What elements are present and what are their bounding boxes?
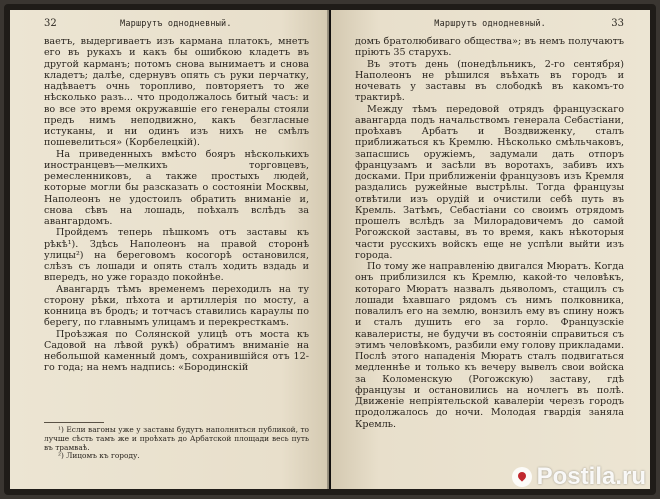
footnote: ¹) Если вагоны уже у заставы будутъ наполняться публикой, то лучше сѣсть тамъ же и проѣхать до Арбатской площади весь путь въ трамваѣ. [44,425,309,452]
paragraph: По тому же направленію двигался Мюратъ. Когда онъ приблизился къ Кремлю, какой-то человѣкъ, котораго Мюратъ назвалъ дьяволомъ, стащилъ съ лошади ѣхавшаго рядомъ съ нимъ полковника, повалилъ его на землю, вонзилъ ему въ спину ножъ и сталъ душить его за горло. Французскіе кавалеристы, не будучи въ состояніи справиться съ этимъ человѣкомъ, разбили ему голову прикладами. Послѣ этого нападенія Мюратъ сталъ подвигаться медленнѣе и только къ вечеру вывелъ свои войска за Коломенскую (Рогожскую) заставу, гдѣ французы и остановились на ночлегъ въ полѣ. Движеніе непріятельской кавалеріи черезъ городъ продолжалось до ночи. Молодая гвардія заняла Кремль. [355,261,624,430]
book-spread [4,4,656,495]
paragraph: Пройдемъ теперь пѣшкомъ отъ заставы къ рѣкѣ¹). Здѣсь Наполеонъ на правой сторонѣ улицы²) на береговомъ косогорѣ остановился, слѣзъ съ лошади и опять сталъ ходить вздадь и впередъ, но уже гораздо покойнѣе. [44,227,309,284]
paragraph: Авангардъ тѣмъ временемъ переходилъ на ту сторону рѣки, пѣхота и артиллерія по мосту, а конница въ бродъ; и тотчасъ ставились караулы по берегу, по главнымъ улицамъ и перекресткамъ. [44,283,309,329]
footnotes [44,422,309,461]
left-page-text [44,36,309,414]
paragraph: Проѣзжая по Солянской улицѣ отъ моста къ Садовой на лѣвой рукѣ) обратимъ вниманіе на небольшой каменный домъ, сохранившійся отъ 12-го года; на немъ надпись: «Бородинскій [44,328,309,374]
pin-icon [512,467,532,487]
watermark-text: Postila.ru [536,463,646,490]
right-page [331,10,650,489]
paragraph: ваетъ, выдергиваетъ изъ кармана платокъ, мнетъ его въ рукахъ и какъ бы ошибкою кладетъ въ другой карманъ; потомъ снова вынимаетъ и снова кладетъ; далѣе, сдернувъ опять съ руки перчатку, надѣваетъ очнь торопливо, повторяетъ то же нѣсколько разъ... что продолжалось битый часъ: и во все это время окружавшіе его генералы стояли предъ нимъ неподвижно, какъ безгласные истуканы, и ни одинъ изъ нихъ не смѣлъ пошевелиться» (Корбелецкій). [44,36,309,149]
paragraph: Въ этотъ день (понедѣльникъ, 2-го сентября) Наполеонъ не рѣшился въѣхать въ городъ и ночевать у заставы въ слободкѣ въ какомъ-то трактирѣ. [355,58,624,104]
footnote: ²) Лицомъ къ городу. [58,451,140,461]
right-page-number: 33 [611,18,624,29]
left-page [10,10,329,489]
left-page-header [44,18,309,32]
paragraph: На приведенныхъ вмѣсто бояръ нѣсколькихъ иностранцевъ—мелкихъ торговцевъ, ремесленниковъ, а также простыхъ людей, которые могли бы разсказать о состояніи Москвы, Наполеонъ не удостоилъ обратить вниманіе и, снова сѣвъ на лошадь, поѣхалъ вслѣдъ за авангардомъ. [44,148,309,227]
left-page-number: 32 [44,18,57,29]
right-running-title: Маршрутъ однодневный. [434,19,546,29]
paragraph: домъ братолюбиваго общества»; въ немъ получаютъ пріютъ 35 старухъ. [355,36,624,59]
watermark [512,463,646,491]
left-running-title: Маршрутъ однодневный. [120,19,232,29]
right-page-header [355,18,624,32]
paragraph: Между тѣмъ передовой отрядъ французскаго авангарда подъ начальствомъ генерала Себастіани, проѣхавъ Арбатъ и Воздвиженку, сталъ приближаться къ Кремлю. Нѣсколько смѣльчаковъ, запасшись оружіемъ, задумали дать отпоръ французамъ и засѣли въ воротахъ, забивъ ихъ досками. При приближеніи французовъ изъ Кремля раздались ружейные выстрѣлы. Тогда французы отвѣтили изъ орудій и очистили себѣ путь въ Кремль. Затѣмъ, Себастіани со своимъ отрядомъ прошелъ вслѣдъ за Милорадовичемъ до самой Рогожской заставы, въ то время, какъ нѣкоторыя части русскихъ войскъ еще не успѣли выйти изъ города. [355,103,624,261]
right-page-text [355,36,624,430]
